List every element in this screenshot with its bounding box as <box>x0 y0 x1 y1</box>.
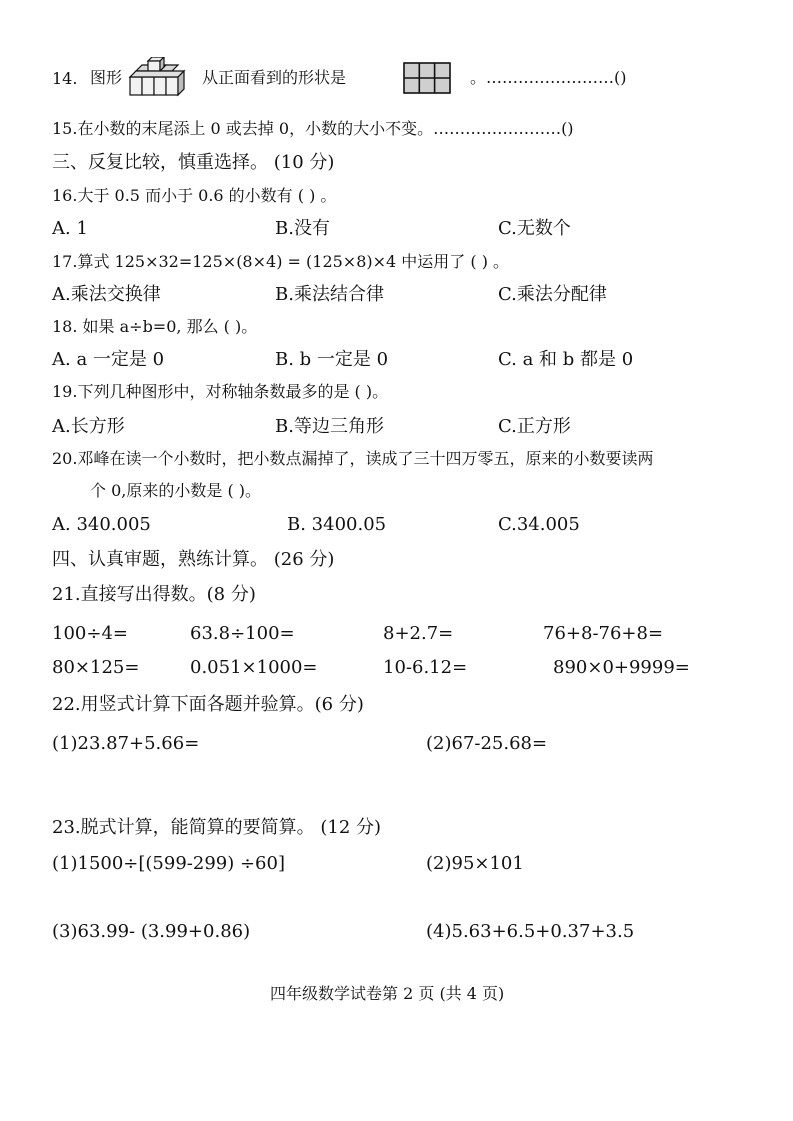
q20-option-c: C.34.005 <box>498 514 580 535</box>
q23-item-2: (2)95×101 <box>426 853 524 874</box>
q21-r1-c1: 100÷4= <box>52 623 128 644</box>
q16-option-a: A. 1 <box>52 218 88 239</box>
page-footer: 四年级数学试卷第 2 页 (共 4 页) <box>270 984 505 1003</box>
q21-r1-c4: 76+8-76+8= <box>543 623 664 644</box>
q23-item-4: (4)5.63+6.5+0.37+3.5 <box>426 921 635 942</box>
q22-item-2: (2)67-25.68= <box>426 733 548 754</box>
q15-text: 15.在小数的末尾添上 0 或去掉 0，小数的大小不变。……………………() <box>52 119 574 138</box>
q22-title: 22.用竖式计算下面各题并验算。(6 分) <box>52 694 364 715</box>
q18-option-c: C. a 和 b 都是 0 <box>498 349 634 370</box>
q21-r1-c2: 63.8÷100= <box>190 623 295 644</box>
q17-option-b: B.乘法结合律 <box>275 284 384 305</box>
q16-option-c: C.无数个 <box>498 218 571 239</box>
q21-r2-c1: 80×125= <box>52 657 140 678</box>
q16-stem: 16.大于 0.5 而小于 0.6 的小数有 ( ) 。 <box>52 186 337 205</box>
q16-option-b: B.没有 <box>275 218 330 239</box>
cube-stack-figure <box>128 57 186 97</box>
q17-stem: 17.算式 125×32=125×(8×4) = (125×8)×4 中运用了 ( ) 。 <box>52 252 510 271</box>
q19-option-a: A.长方形 <box>52 416 125 437</box>
q20-option-b: B. 3400.05 <box>287 514 387 535</box>
q21-r2-c3: 10-6.12= <box>383 657 468 678</box>
q23-title: 23.脱式计算，能简算的要简算。 (12 分) <box>52 817 382 838</box>
q21-r2-c4: 890×0+9999= <box>553 657 690 678</box>
q18-stem: 18. 如果 a÷b=0, 那么 ( )。 <box>52 317 258 336</box>
q17-option-c: C.乘法分配律 <box>498 284 607 305</box>
q23-item-1: (1)1500÷[(599-299) ÷60] <box>52 853 285 874</box>
q23-item-3: (3)63.99- (3.99+0.86) <box>52 921 251 942</box>
q20-stem-line2: 个 0,原来的小数是 ( )。 <box>90 481 262 500</box>
q21-r2-c2: 0.051×1000= <box>190 657 318 678</box>
front-view-grid-figure <box>403 62 451 94</box>
q18-option-a: A. a 一定是 0 <box>52 349 165 370</box>
q17-option-a: A.乘法交换律 <box>52 284 161 305</box>
q20-option-a: A. 340.005 <box>52 514 151 535</box>
q19-option-c: C.正方形 <box>498 416 571 437</box>
q22-item-1: (1)23.87+5.66= <box>52 733 200 754</box>
q21-title: 21.直接写出得数。(8 分) <box>52 584 256 605</box>
q14-middle: 从正面看到的形状是 <box>202 68 347 87</box>
q14-word: 图形 <box>90 68 123 87</box>
q20-stem-line1: 20.邓峰在读一个小数时，把小数点漏掉了，读成了三十四万零五，原来的小数要读两 <box>52 449 654 468</box>
section4-heading: 四、认真审题，熟练计算。 (26 分) <box>52 549 335 570</box>
q18-option-b: B. b 一定是 0 <box>275 349 389 370</box>
section3-heading: 三、反复比较，慎重选择。 (10 分) <box>52 152 335 173</box>
q14-answer-slot: 。……………………() <box>470 68 627 87</box>
q14-number: 14. <box>52 69 78 88</box>
q19-stem: 19.下列几种图形中，对称轴条数最多的是 ( )。 <box>52 382 389 401</box>
q21-r1-c3: 8+2.7= <box>383 623 454 644</box>
q19-option-b: B.等边三角形 <box>275 416 384 437</box>
